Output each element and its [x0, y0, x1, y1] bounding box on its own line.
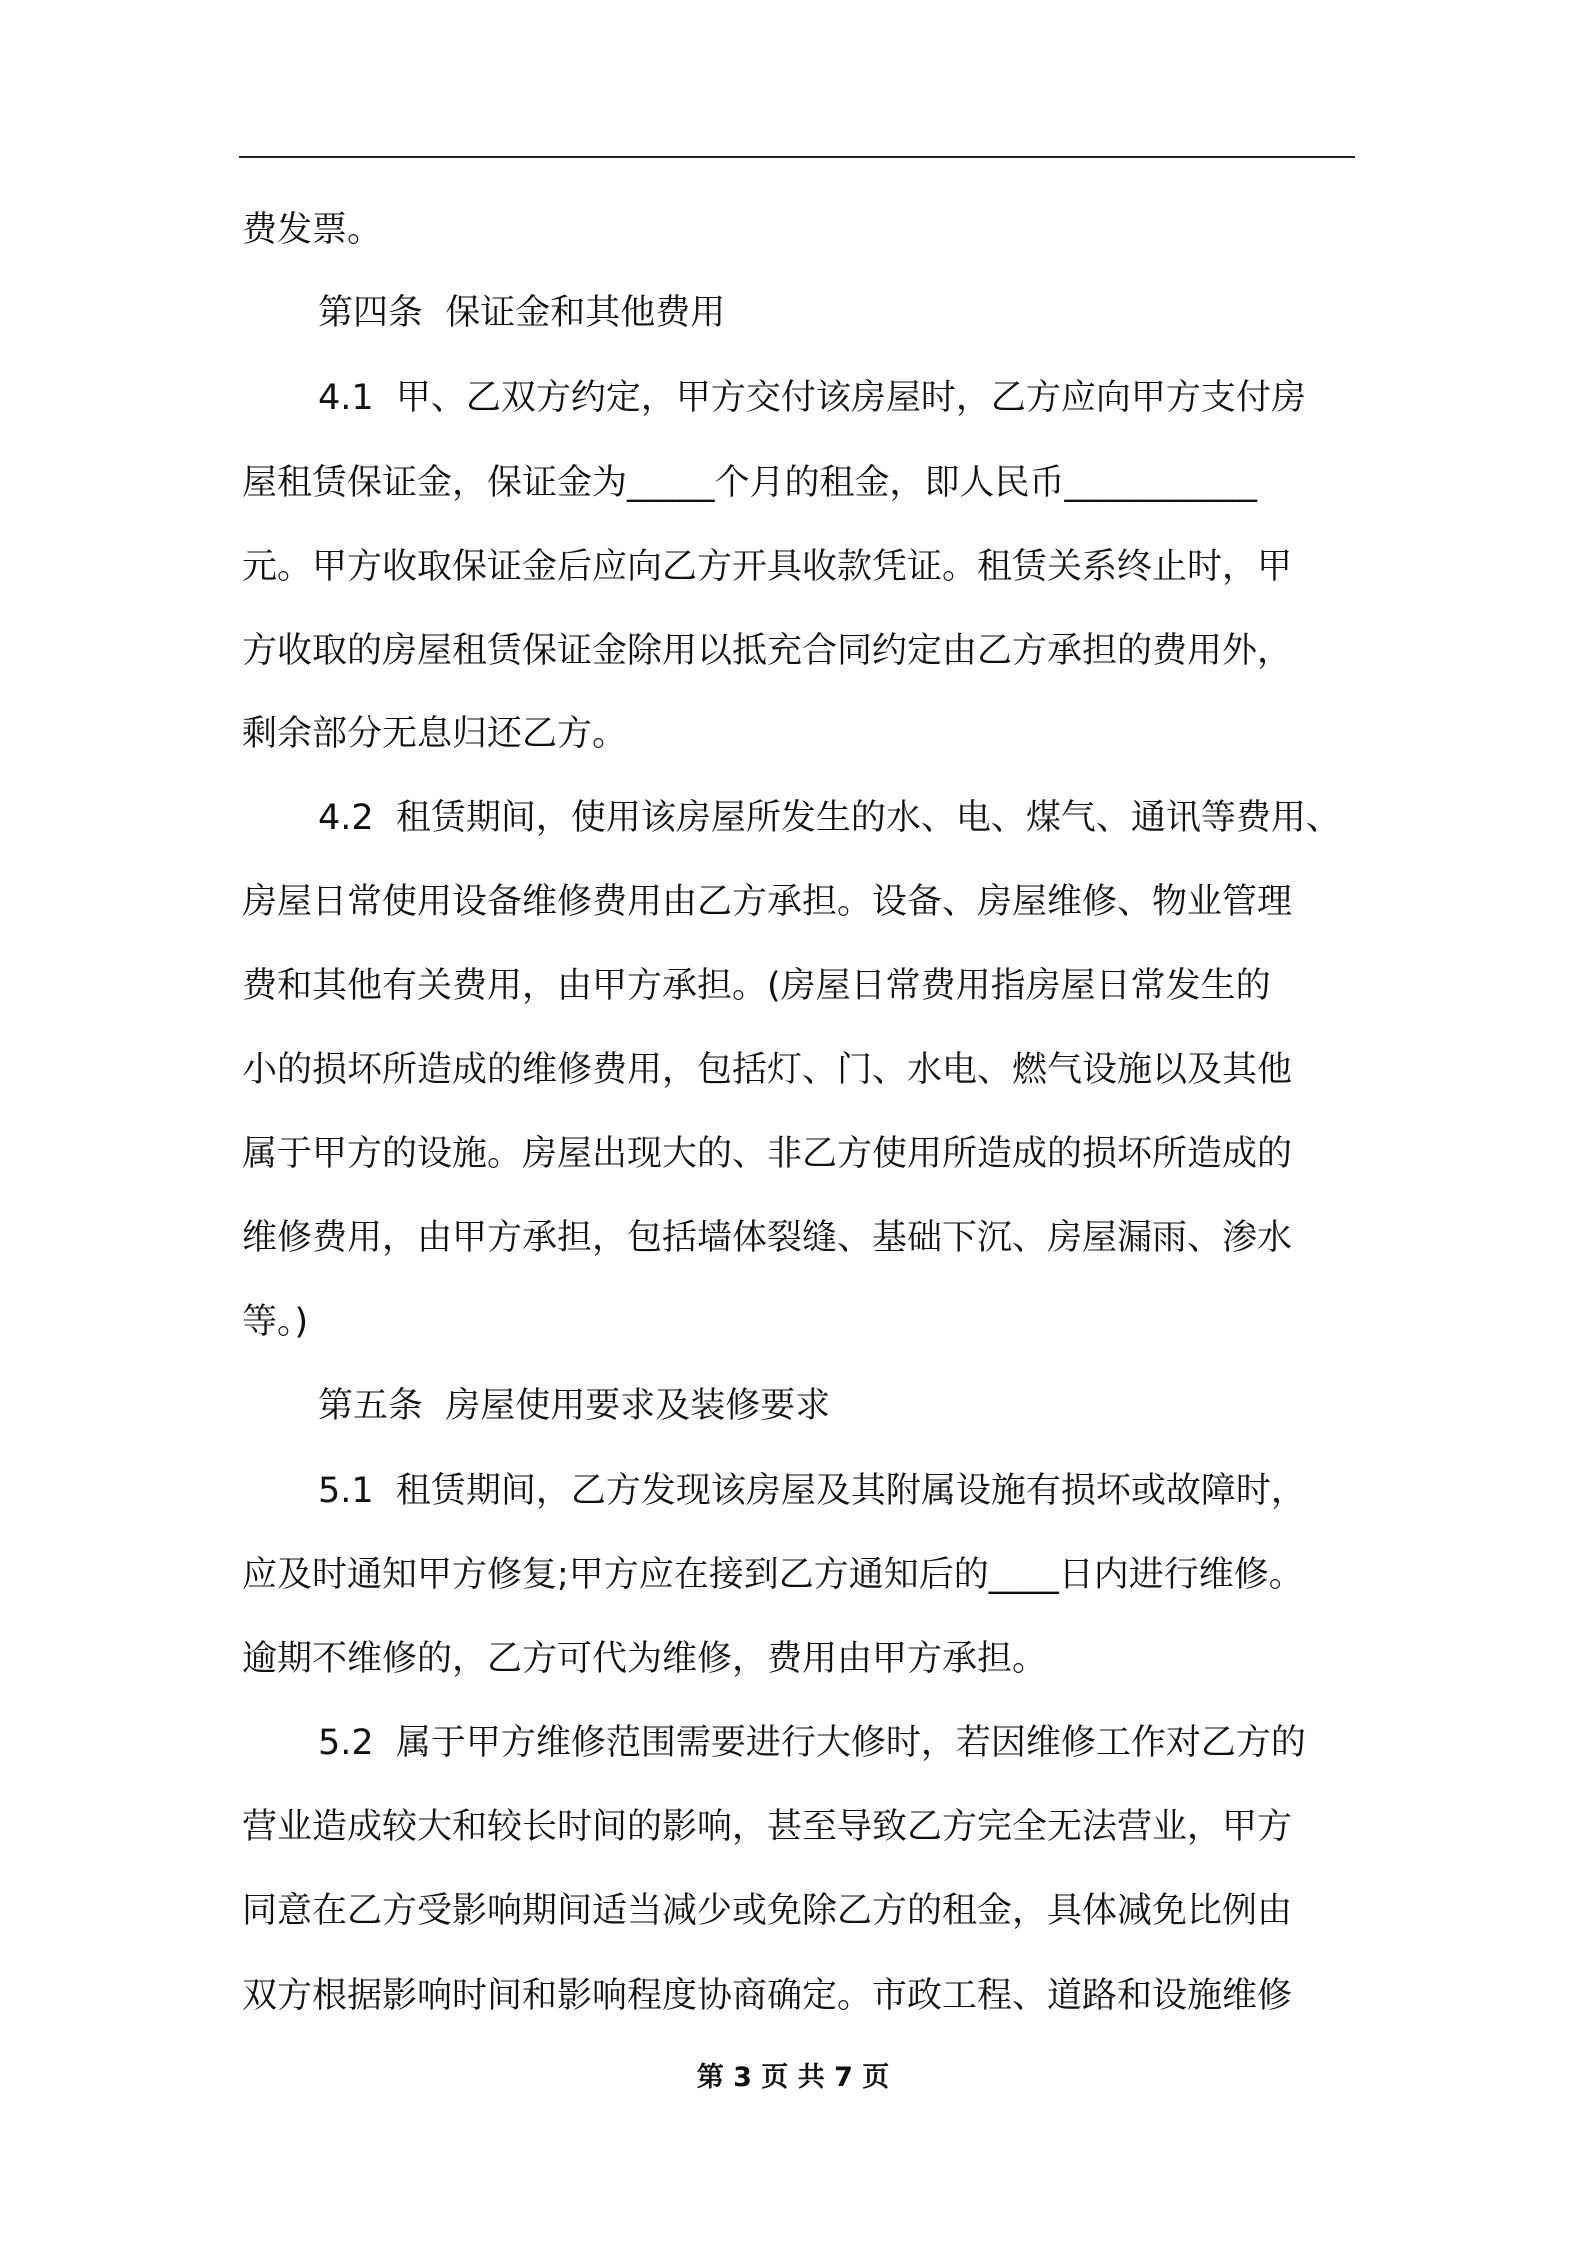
text-line: 逾期不维修的，乙方可代为维修，费用由甲方承担。	[242, 1639, 1048, 1679]
text-line: 第五条 房屋使用要求及装修要求	[318, 1386, 831, 1426]
text-line: 剩余部分无息归还乙方。	[242, 714, 628, 754]
text-line: 房屋日常使用设备维修费用由乙方承担。设备、房屋维修、物业管理	[242, 882, 1293, 922]
text-line: 维修费用，由甲方承担，包括墙体裂缝、基础下沉、房屋漏雨、渗水	[242, 1218, 1293, 1258]
page-number: 第 3 页 共 7 页	[696, 2062, 890, 2093]
header-rule	[239, 156, 1355, 158]
text-line: 第四条 保证金和其他费用	[318, 293, 726, 333]
text-line: 元。甲方收取保证金后应向乙方开具收款凭证。租赁关系终止时，甲	[242, 547, 1293, 587]
text-line: 费和其他有关费用，由甲方承担。(房屋日常费用指房屋日常发生的	[242, 966, 1271, 1006]
text-line: 4.2 租赁期间，使用该房屋所发生的水、电、煤气、通讯等费用、	[318, 798, 1341, 838]
text-line: 小的损坏所造成的维修费用，包括灯、门、水电、燃气设施以及其他	[242, 1050, 1293, 1090]
text-line: 5.2 属于甲方维修范围需要进行大修时，若因维修工作对乙方的	[318, 1723, 1306, 1763]
text-line: 双方根据影响时间和影响程度协商确定。市政工程、道路和设施维修	[242, 1976, 1293, 2016]
text-line: 4.1 甲、乙双方约定，甲方交付该房屋时，乙方应向甲方支付房	[318, 378, 1306, 418]
text-line: 费发票。	[242, 210, 383, 250]
text-line: 属于甲方的设施。房屋出现大的、非乙方使用所造成的损坏所造成的	[242, 1134, 1293, 1174]
text-line: 应及时通知甲方修复;甲方应在接到乙方通知后的____日内进行维修。	[242, 1555, 1304, 1595]
text-line: 同意在乙方受影响期间适当减少或免除乙方的租金，具体减免比例由	[242, 1891, 1293, 1931]
text-line: 5.1 租赁期间，乙方发现该房屋及其附属设施有损坏或故障时，	[318, 1471, 1306, 1511]
text-line: 营业造成较大和较长时间的影响，甚至导致乙方完全无法营业，甲方	[242, 1807, 1293, 1847]
text-line: 屋租赁保证金，保证金为_____个月的租金，即人民币___________	[242, 463, 1258, 503]
text-line: 方收取的房屋租赁保证金除用以抵充合同约定由乙方承担的费用外，	[242, 631, 1293, 671]
text-line: 等。)	[242, 1302, 309, 1342]
